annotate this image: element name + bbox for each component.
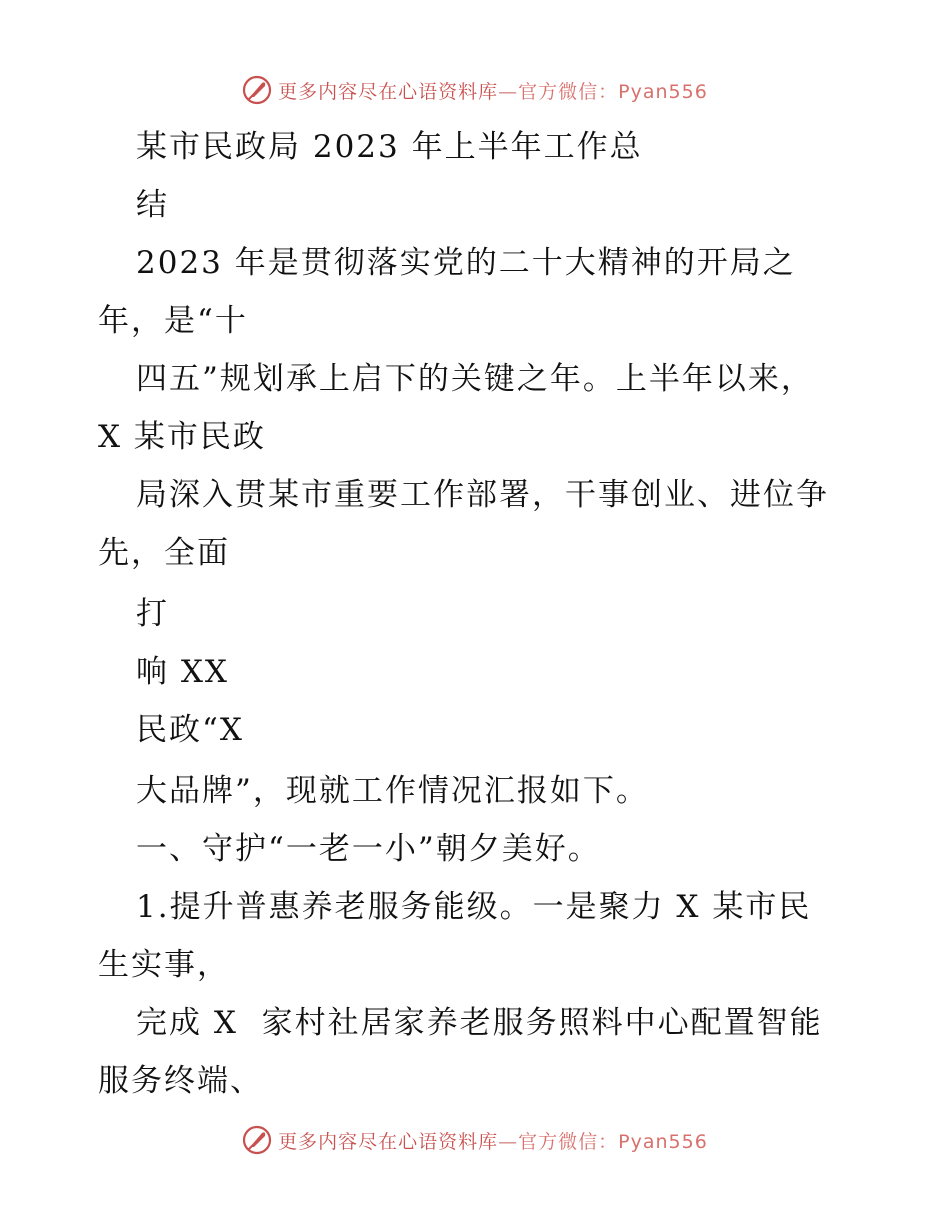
watermark-text: 更多内容尽在心语资料库—官方微信：Pyan556 (278, 1130, 708, 1153)
paragraph-line: 年，是“十 (98, 303, 248, 339)
doc-title: 某市民政局 2023 年上半年工作总 (136, 129, 643, 165)
paragraph-line: 生实事， (98, 947, 230, 983)
paragraph-line: 2023 年是贯彻落实党的二十大精神的开局之 (136, 245, 796, 281)
paragraph-line: X 某市民政 (98, 419, 266, 455)
section-heading: 一、守护“一老一小”朝夕美好。 (136, 831, 601, 867)
paragraph-line: 局深入贯某市重要工作部署，干事创业、进位争 (136, 477, 829, 513)
doc-title-continued: 结 (136, 187, 169, 223)
paragraph-line: 先，全面 (98, 535, 230, 571)
header-watermark (0, 70, 950, 110)
feather-pen-logo-icon (242, 1125, 272, 1155)
footer-watermark (0, 1120, 950, 1160)
feather-pen-logo-icon (242, 75, 272, 105)
paragraph-line: 打 (136, 596, 169, 632)
watermark-text: 更多内容尽在心语资料库—官方微信：Pyan556 (278, 80, 708, 103)
paragraph-line: 服务终端、 (98, 1063, 263, 1099)
subsection-heading: 1.提升普惠养老服务能级。一是聚力 X 某市民 (136, 889, 812, 925)
paragraph-line: 完成 X 家村社居家养老服务照料中心配置智能 (136, 1005, 823, 1041)
paragraph-line: 四五”规划承上启下的关键之年。上半年以来， (136, 361, 814, 397)
paragraph-line: 响 XX (136, 654, 229, 690)
paragraph-line: 大品牌”，现就工作情况汇报如下。 (136, 773, 649, 809)
paragraph-line: 民政“X (136, 712, 244, 748)
